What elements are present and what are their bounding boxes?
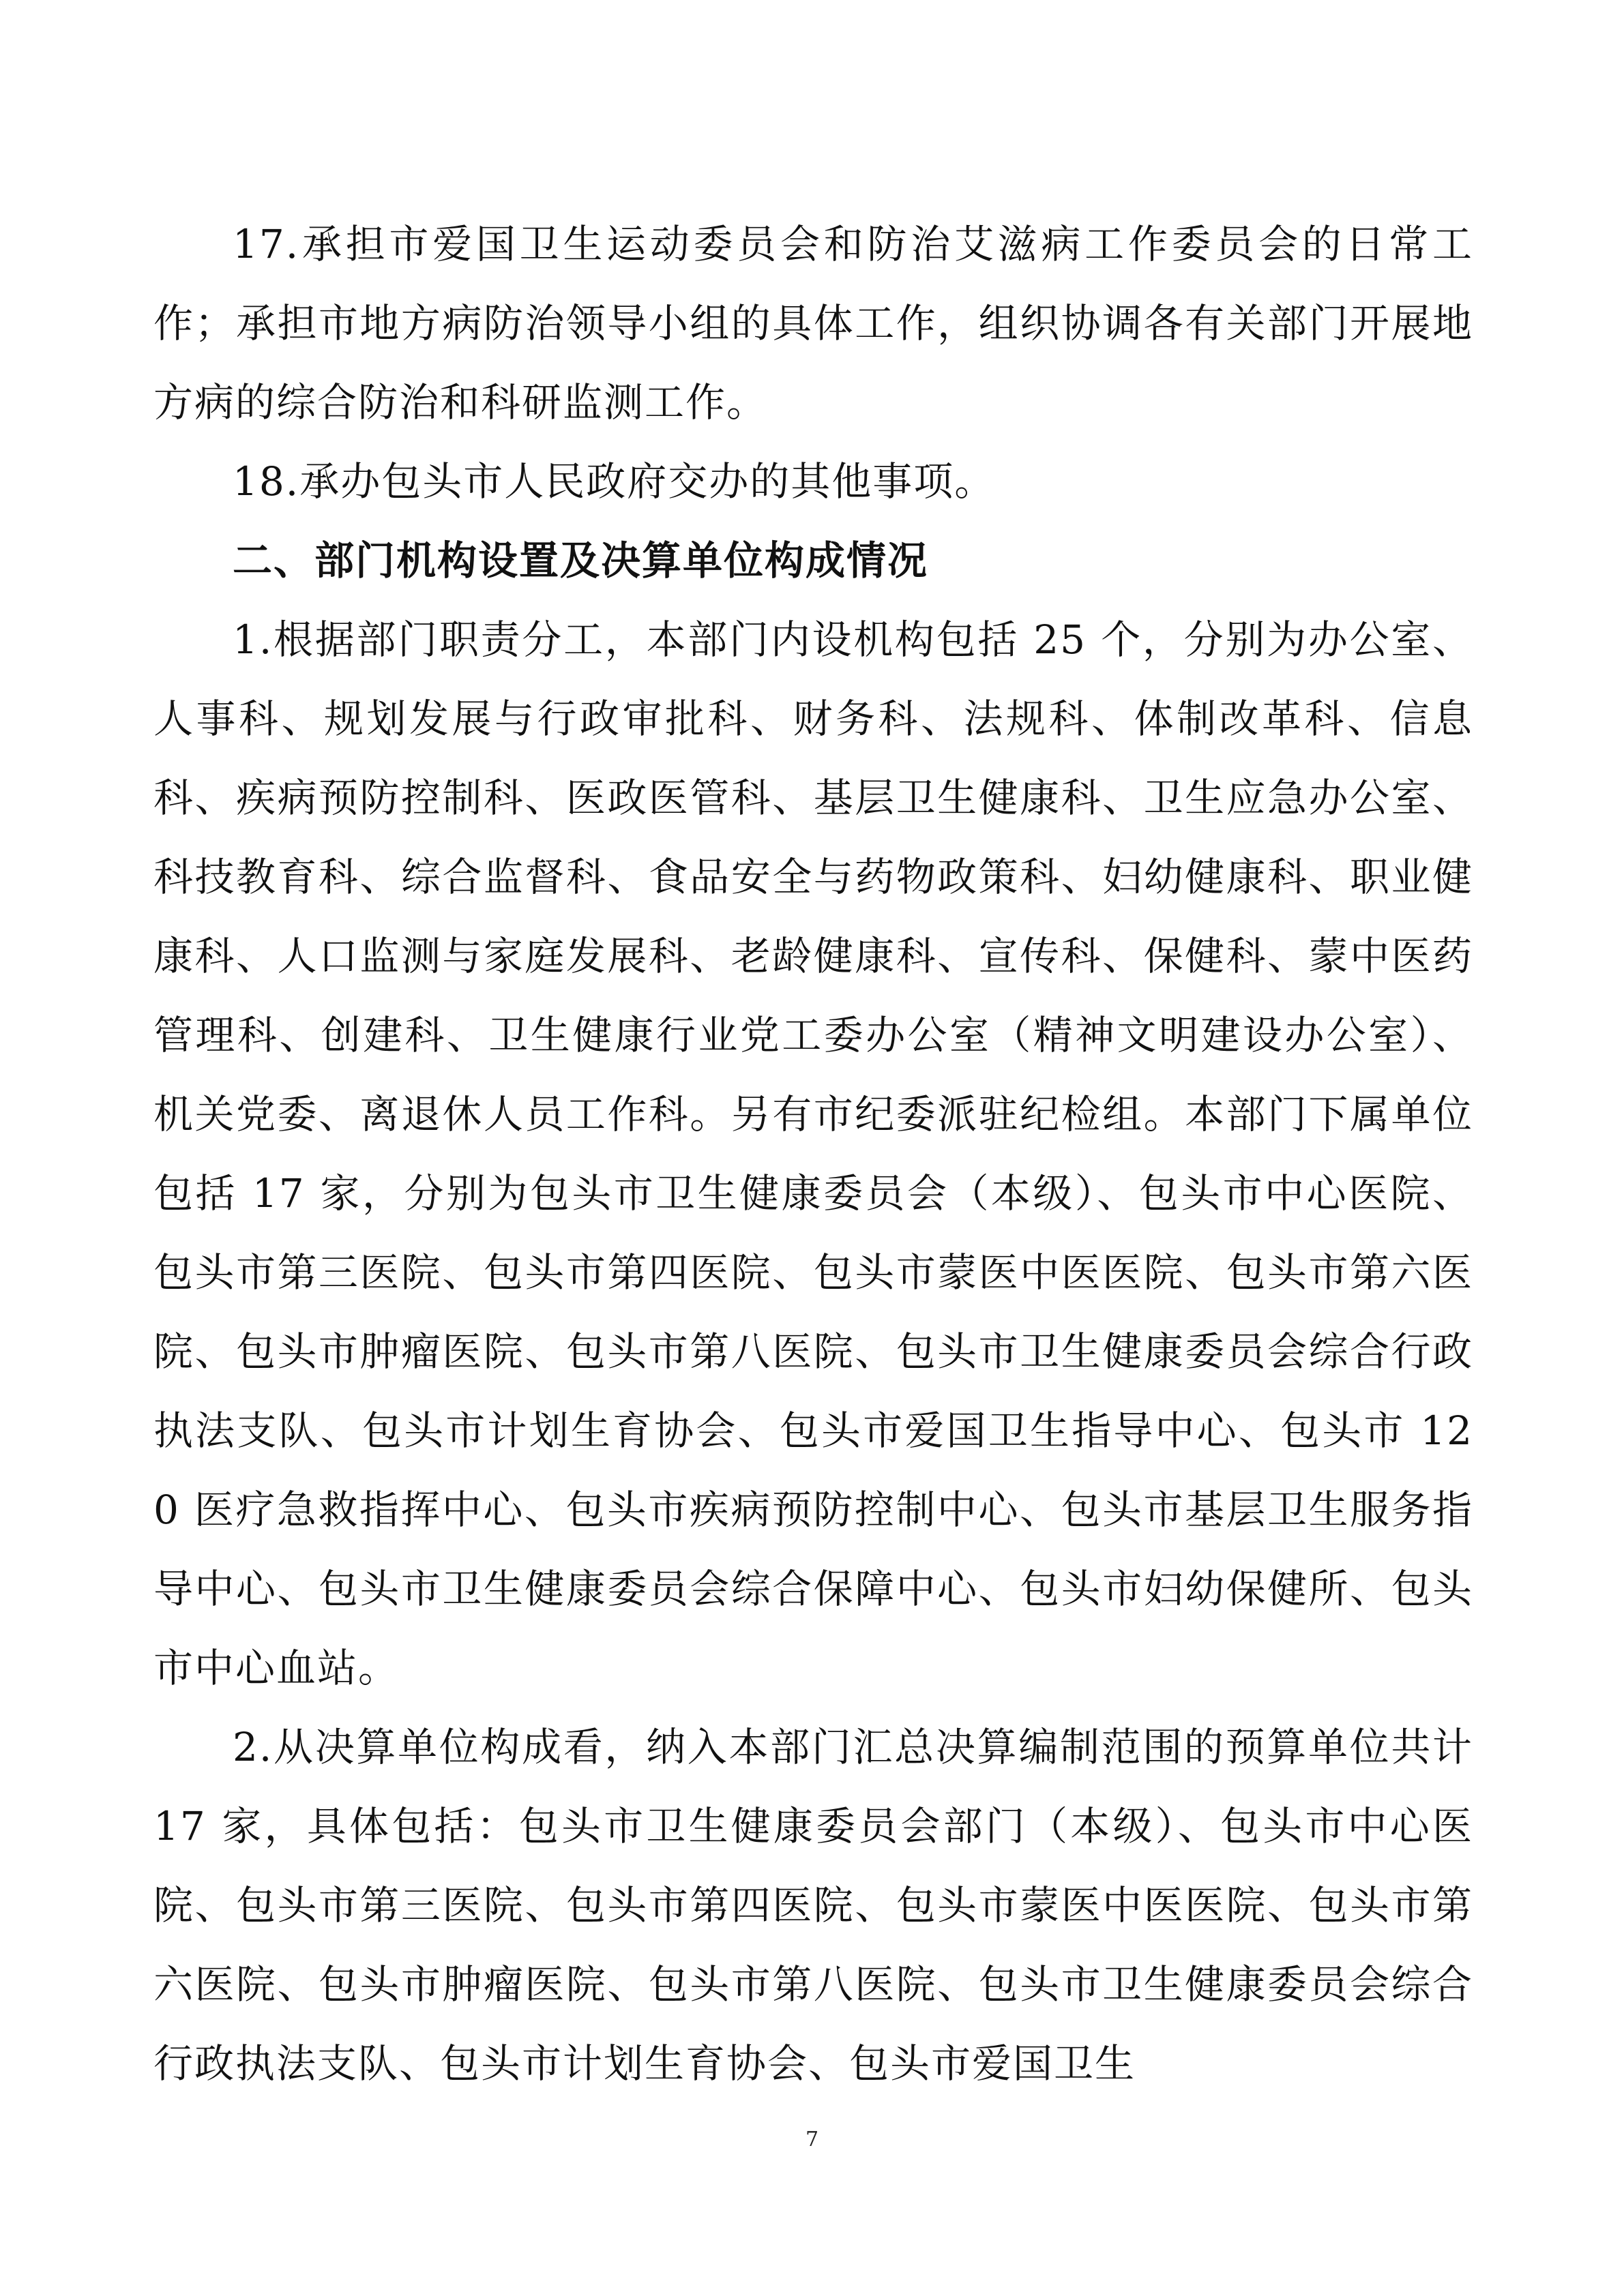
- page-body: [153, 205, 1473, 2103]
- paragraph-budget-units: 2.从决算单位构成看，纳入本部门汇总决算编制范围的预算单位共计 17 家，具体包括：包头市卫生健康委员会部门（本级）、包头市中心医院、包头市第三医院、包头市第四医院、包头市蒙医中医医院、包头市第六医院、包头市肿瘤医院、包头市第八医院、包头市卫生健康委员会综合行政执法支队、包头市计划生育协会、包头市爱国卫生: [153, 1724, 1473, 2087]
- paragraph-internal-structure: 1.根据部门职责分工，本部门内设机构包括 25 个，分别为办公室、人事科、规划发展与行政审批科、财务科、法规科、体制改革科、信息科、疾病预防控制科、医政医管科、基层卫生健康科、卫生应急办公室、科技教育科、综合监督科、食品安全与药物政策科、妇幼健康科、职业健康科、人口监测与家庭发展科、老龄健康科、宣传科、保健科、蒙中医药管理科、创建科、卫生健康行业党工委办公室（精神文明建设办公室）、机关党委、离退休人员工作科。另有市纪委派驻纪检组。本部门下属单位包括 17 家，分别为包头市卫生健康委员会（本级）、包头市中心医院、包头市第三医院、包头市第四医院、包头市蒙医中医医院、包头市第六医院、包头市肿瘤医院、包头市第八医院、包头市卫生健康委员会综合行政执法支队、包头市计划生育协会、包头市爱国卫生指导中心、包头市 120 医疗急救指挥中心、包头市疾病预防控制中心、包头市基层卫生服务指导中心、包头市卫生健康委员会综合保障中心、包头市妇幼保健所、包头市中心血站。: [153, 616, 1473, 1691]
- paragraph-item-17: 17.承担市爱国卫生运动委员会和防治艾滋病工作委员会的日常工作；承担市地方病防治领导小组的具体工作，组织协调各有关部门开展地方病的综合防治和科研监测工作。: [153, 221, 1473, 426]
- page-number: 7: [805, 2128, 819, 2151]
- section-heading: 二、部门机构设置及决算单位构成情况: [233, 537, 929, 584]
- paragraph-item-18: 18.承办包头市人民政府交办的其他事项。: [233, 458, 996, 505]
